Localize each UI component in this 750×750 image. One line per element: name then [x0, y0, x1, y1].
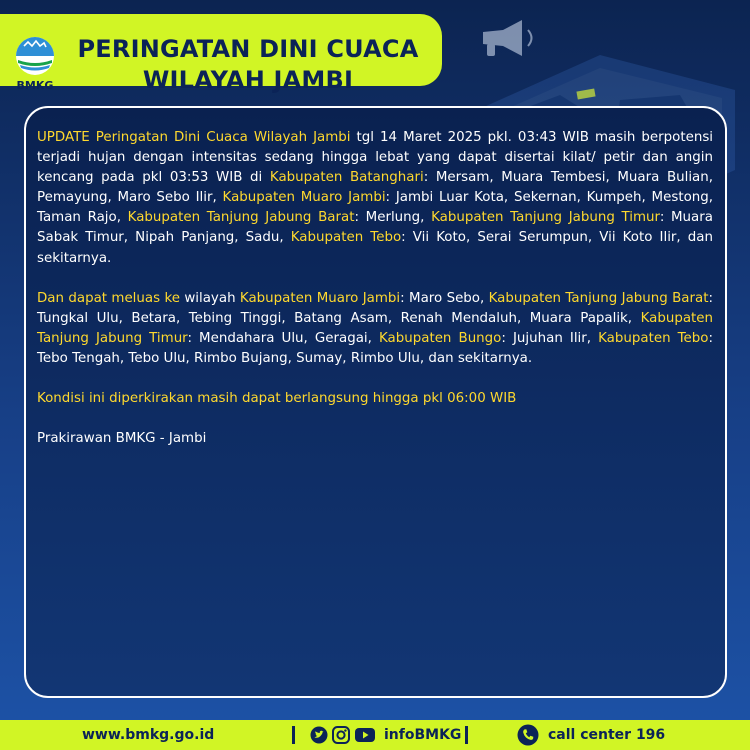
text-segment: : Maro Sebo, — [400, 290, 489, 306]
region-name: Kabupaten Batanghari — [269, 170, 424, 186]
instagram-icon[interactable] — [332, 726, 350, 744]
region-name: Kabupaten Tebo — [598, 330, 709, 346]
footer-divider — [292, 726, 295, 744]
title-line-1: PERINGATAN DINI CUACA — [77, 35, 419, 63]
text-segment: : Muara Sabak Timur, Nipah Panjang, Sadu, — [37, 210, 713, 246]
bulletin-text — [37, 128, 713, 469]
forecaster-signature: Prakirawan BMKG - Jambi — [37, 431, 207, 447]
text-segment: : Tungkal Ulu, Betara, Tebing Tinggi, Batang Asam, Renah Mendaluh, Muara Papalik, — [37, 290, 713, 326]
text-segment: : Mendahara Ulu, Geragai, — [187, 330, 379, 346]
region-name: Kabupaten Tebo — [290, 230, 402, 246]
bmkg-logo — [12, 36, 58, 92]
call-center[interactable]: call center 196 — [548, 727, 666, 743]
text-segment: : Merlung, — [354, 210, 432, 226]
bulletin-paragraph-2 — [37, 289, 713, 369]
region-name: Kabupaten Muaro Jambi — [239, 290, 401, 306]
twitter-icon[interactable] — [310, 726, 328, 744]
region-name: Kabupaten Muaro Jambi — [222, 190, 386, 206]
title-line-2: WILAYAH JAMBI — [142, 66, 354, 94]
region-name: Kabupaten Bungo — [379, 330, 502, 346]
text-segment: : Jambi Luar Kota, Sekernan, Kumpeh, Mestong, Taman Rajo, — [37, 190, 714, 226]
header-banner — [0, 14, 442, 94]
region-name: Kabupaten Tanjung Jabung Timur — [37, 310, 713, 346]
website-link[interactable]: www.bmkg.go.id — [82, 727, 215, 743]
text-segment: : Vii Koto, Serai Serumpun, Vii Koto Ilir, dan sekitarnya. — [37, 230, 713, 266]
text-segment: : Jujuhan Ilir, — [501, 330, 599, 346]
footer-divider — [465, 726, 468, 744]
page-title — [68, 34, 428, 96]
spread-intro: Dan dapat meluas ke — [37, 290, 180, 306]
footer-bar — [0, 720, 750, 750]
youtube-icon[interactable] — [355, 728, 375, 742]
region-name: Kabupaten Tanjung Jabung Timur — [431, 210, 660, 226]
phone-icon — [517, 724, 539, 746]
text-segment: : Mersam, Muara Tembesi, Muara Bulian, Pemayung, Maro Sebo Ilir, — [37, 170, 714, 206]
region-name: Kabupaten Tanjung Jabung Barat — [127, 210, 355, 226]
text-segment: tgl 14 Maret 2025 pkl. 03:43 WIB masih berpotensi terjadi hujan dengan intensitas sedang hingga lebat yang dapat disertai kilat/ petir dan angin kencang pada pkl 03:53 WIB di — [37, 130, 714, 186]
bulletin-headline: UPDATE Peringatan Dini Cuaca Wilayah Jambi — [37, 130, 351, 145]
social-handle[interactable]: infoBMKG — [384, 727, 462, 743]
bulletin-paragraph-1 — [37, 128, 713, 269]
region-name: Kabupaten Tanjung Jabung Barat — [488, 290, 709, 306]
megaphone-icon — [483, 20, 532, 56]
logo-text: BMKG — [16, 79, 54, 92]
text-segment: wilayah — [179, 290, 240, 306]
text-segment: : Tebo Tengah, Tebo Ulu, Rimbo Bujang, Sumay, Rimbo Ulu, dan sekitarnya. — [37, 330, 714, 366]
duration-notice: Kondisi ini diperkirakan masih dapat berlangsung hingga pkl 06:00 WIB — [37, 391, 517, 407]
